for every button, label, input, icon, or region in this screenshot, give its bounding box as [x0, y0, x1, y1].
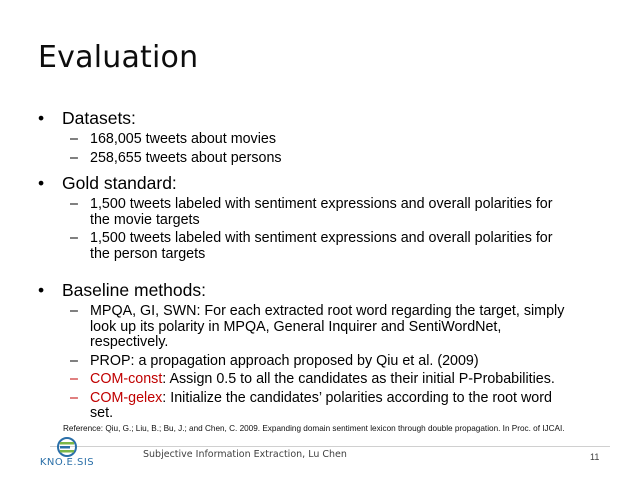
- bullet-icon: •: [38, 173, 45, 193]
- sub-bullet-movie-targets: [38, 197, 618, 228]
- dash-icon: –: [70, 389, 78, 406]
- dash-icon: –: [70, 230, 78, 246]
- sub-bullet-text: : Assign 0.5 to all the candidates as their initial P-Probabilities.: [162, 371, 555, 387]
- footer-text: Subjective Information Extraction, Lu Chen: [143, 449, 347, 460]
- bullet-icon: •: [38, 108, 45, 128]
- highlight-term: COM-gelex: [90, 389, 163, 406]
- sub-bullet-line: 1,500 tweets labeled with sentiment expressions and overall polarities for: [90, 196, 553, 212]
- sub-bullet-person-targets: [38, 231, 618, 262]
- dash-icon: –: [70, 303, 78, 319]
- sub-bullet-line: respectively.: [90, 334, 169, 350]
- sub-bullet-com-const: [38, 372, 618, 388]
- bullet-baseline-methods: [38, 280, 618, 301]
- dash-icon: –: [70, 196, 78, 212]
- slide-content: [38, 108, 618, 422]
- sub-bullet-com-gelex: [38, 391, 618, 422]
- sub-bullet-line: set.: [90, 405, 114, 421]
- bullet-label: Baseline methods:: [62, 280, 206, 300]
- logo-mark-icon: [36, 437, 98, 457]
- knoesis-logo-icon: [36, 437, 98, 471]
- page-number: 11: [590, 452, 600, 462]
- bullet-datasets: [38, 108, 618, 129]
- sub-bullet-movies: [38, 132, 618, 148]
- highlight-term: COM-const: [90, 371, 163, 387]
- sub-bullet-prop: [38, 354, 618, 370]
- bullet-label: Datasets:: [62, 108, 136, 128]
- sub-bullet-text: PROP: a propagation approach proposed by Qiu et al. (2009): [90, 352, 479, 369]
- sub-bullet-line: MPQA, GI, SWN: For each extracted root word regarding the target, simply: [90, 303, 565, 319]
- sub-bullet-line: look up its polarity in MPQA, General Inquirer and SentiWordNet,: [90, 318, 502, 335]
- sub-bullet-line: the person targets: [90, 245, 206, 262]
- bullet-icon: •: [38, 280, 45, 300]
- sub-bullet-line: the movie targets: [90, 211, 200, 228]
- sub-bullet-text: 258,655 tweets about persons: [90, 149, 282, 166]
- sub-bullet-text: 168,005 tweets about movies: [90, 131, 276, 147]
- dash-icon: –: [70, 371, 78, 387]
- footer-divider: [50, 446, 610, 447]
- sub-bullet-line: 1,500 tweets labeled with sentiment expressions and overall polarities for: [90, 230, 553, 246]
- bullet-gold-standard: [38, 173, 618, 194]
- dash-icon: –: [70, 352, 78, 369]
- sub-bullet-lexicons: [38, 304, 618, 351]
- dash-icon: –: [70, 131, 78, 147]
- slide-title: Evaluation: [38, 40, 199, 75]
- sub-bullet-persons: [38, 151, 618, 167]
- reference-text: Reference: Qiu, G.; Liu, B.; Bu, J.; and Chen, C. 2009. Expanding domain sentiment lexicon through double propagation. In Proc. of IJCAI.: [63, 424, 565, 433]
- logo-text: KNO.E.SIS: [39, 457, 95, 468]
- dash-icon: –: [70, 149, 78, 166]
- bullet-label: Gold standard:: [62, 173, 177, 193]
- sub-bullet-line: : Initialize the candidates’ polarities according to the root word: [162, 389, 552, 406]
